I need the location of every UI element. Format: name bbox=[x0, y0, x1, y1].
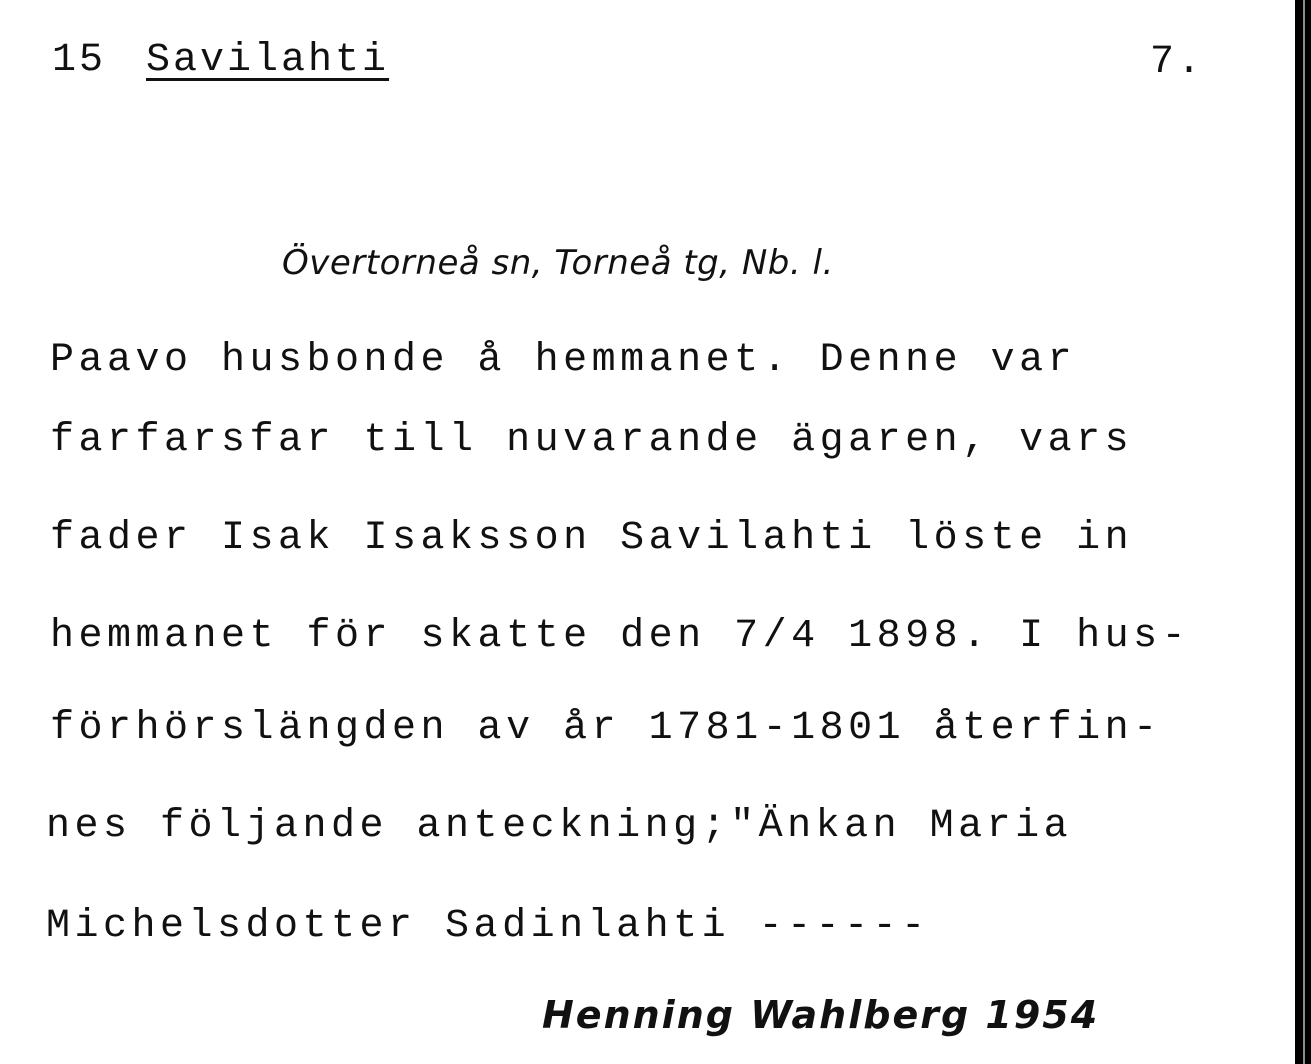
text-line: Paavo husbonde å hemmanet. Denne var bbox=[50, 338, 1077, 383]
text-line: förhörslängden av år 1781-1801 återfin- bbox=[50, 706, 1162, 751]
card-edge-highlight bbox=[1303, 0, 1305, 1064]
page-number: 7. bbox=[1150, 40, 1205, 85]
text-line: nes följande anteckning;"Änkan Maria bbox=[46, 804, 1073, 849]
signature: Henning Wahlberg 1954 bbox=[542, 993, 1100, 1037]
text-line: hemmanet för skatte den 7/4 1898. I hus- bbox=[50, 614, 1191, 659]
text-line: Michelsdotter Sadinlahti ------ bbox=[46, 904, 930, 949]
card-title: Savilahti bbox=[146, 38, 390, 83]
card-number: 15 bbox=[52, 38, 107, 83]
text-line: farfarsfar till nuvarande ägaren, vars bbox=[50, 418, 1134, 463]
location-heading: Övertorneå sn, Torneå tg, Nb. l. bbox=[282, 243, 834, 283]
text-line: fader Isak Isaksson Savilahti löste in bbox=[50, 516, 1134, 561]
